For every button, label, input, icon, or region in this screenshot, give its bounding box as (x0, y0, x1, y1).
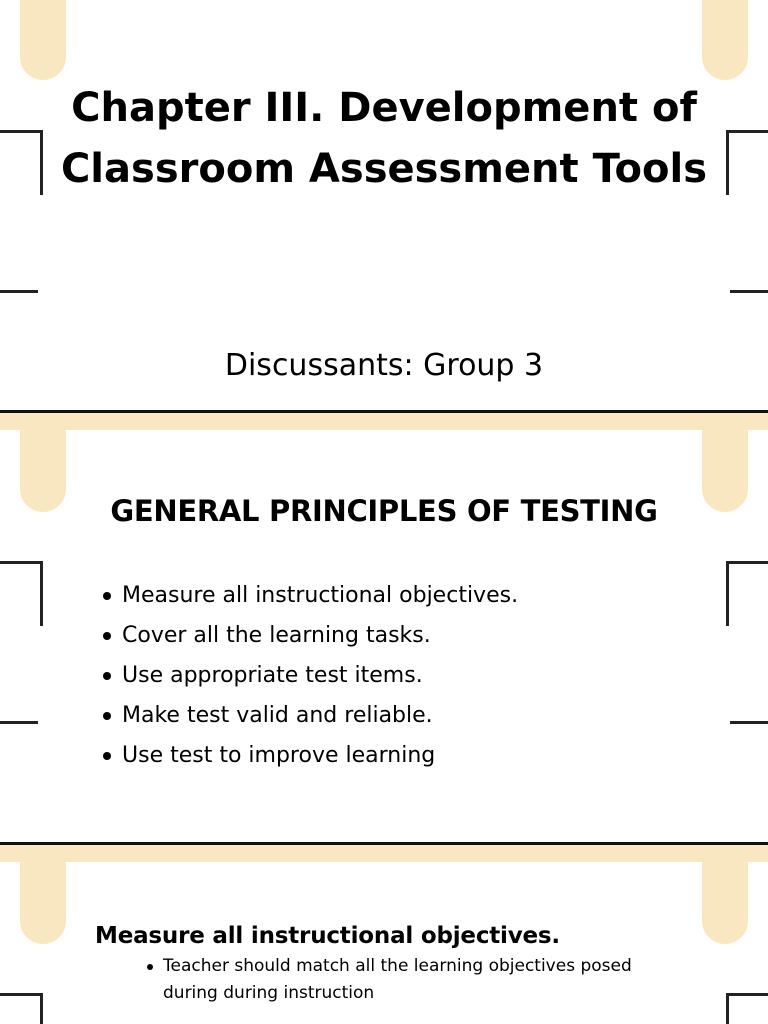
side-line-right (730, 721, 768, 724)
corner-bracket-left (0, 130, 43, 195)
corner-bracket-left (0, 561, 43, 626)
section-heading: GENERAL PRINCIPLES OF TESTING (110, 494, 658, 528)
slide-gap-band (0, 845, 768, 862)
side-line-left (0, 721, 38, 724)
side-line-right (730, 290, 768, 293)
slide-subtitle: Discussants: Group 3 (224, 348, 544, 383)
slide-3 (0, 862, 768, 1024)
list-item: Use test to improve learning (98, 736, 518, 776)
list-item: Measure all instructional objectives. (98, 576, 518, 616)
corner-bracket-right (726, 561, 768, 626)
slide-title: Chapter III. Development of Classroom Assessment Tools (60, 85, 708, 192)
decorative-tab-right (702, 0, 748, 80)
decorative-tab-left (20, 0, 66, 80)
slide-2 (0, 430, 768, 842)
decorative-tab-right (702, 862, 748, 944)
decorative-tab-left (20, 862, 66, 944)
corner-bracket-right (726, 993, 768, 1024)
list-item: Cover all the learning tasks. (98, 616, 518, 656)
principles-list (98, 576, 518, 776)
corner-bracket-left (0, 993, 43, 1024)
slide-gap-band (0, 413, 768, 430)
slide-1 (0, 0, 768, 410)
list-item: Use appropriate test items. (98, 656, 518, 696)
side-line-left (0, 290, 38, 293)
list-item: Teacher should match all the learning objectives posed during during instruction (145, 953, 665, 1007)
section-heading: Measure all instructional objectives. (95, 923, 560, 949)
list-item: Make test valid and reliable. (98, 696, 518, 736)
corner-bracket-right (726, 130, 768, 195)
detail-list (145, 953, 665, 1007)
